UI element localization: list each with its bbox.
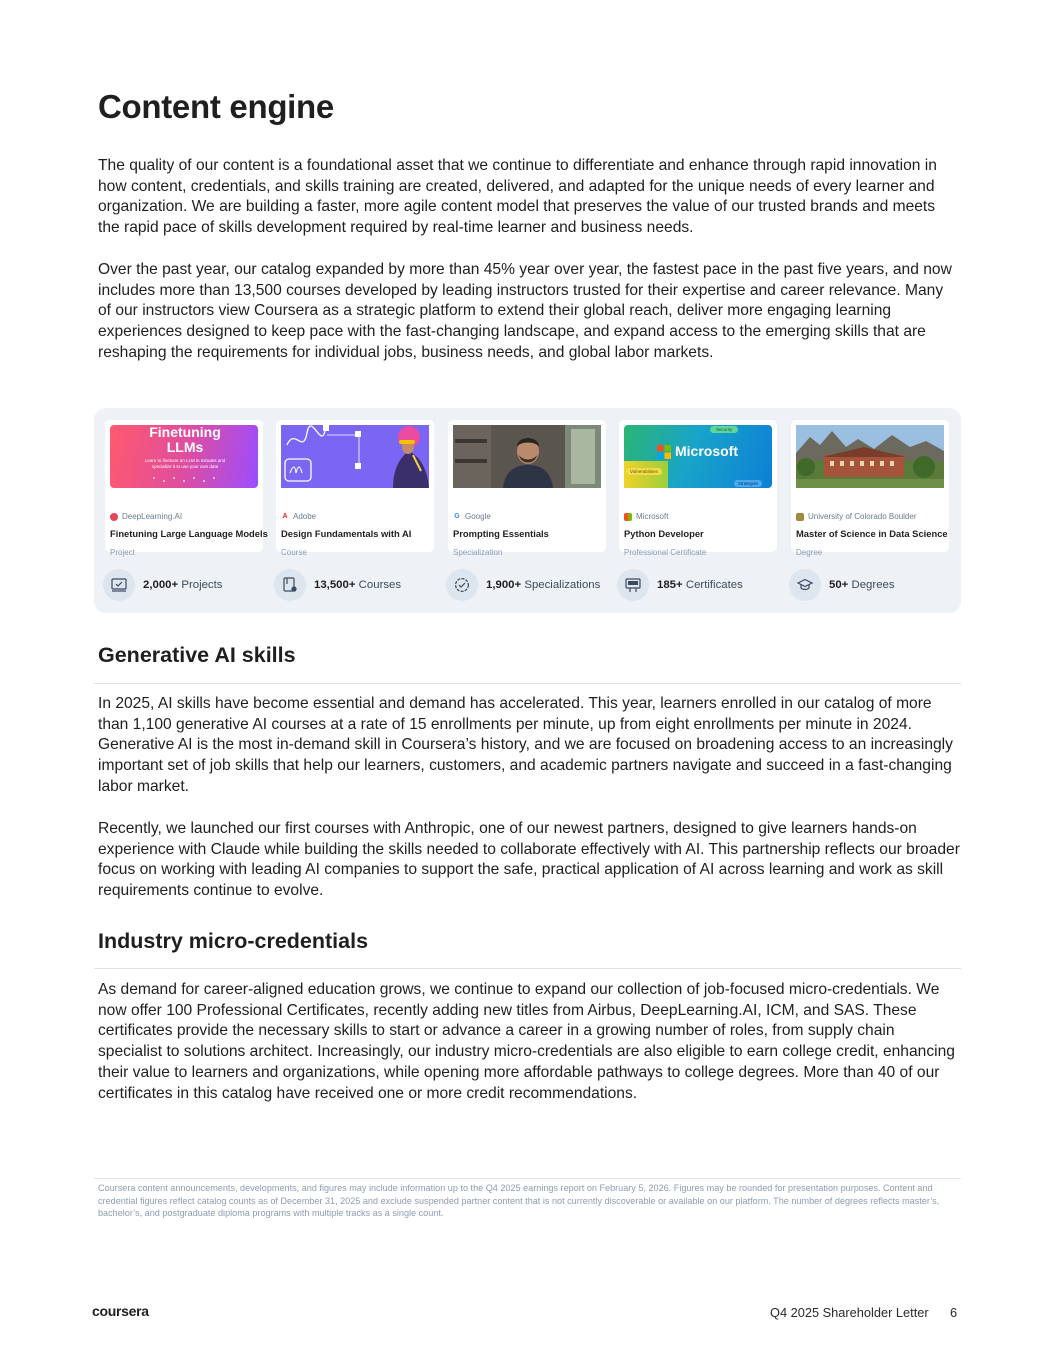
stat-label: Specializations bbox=[524, 579, 601, 591]
stat-certificates bbox=[617, 568, 743, 602]
intro-paragraph-1: The quality of our content is a foundational asset that we continue to differentiate and enhance through rapid innovation in how content, credentials, and skills training are created, delivered, and adapted for the unique needs of every learner and organization. We are building a faster, more agile content model that preserves the value of our trusted brands and meets the rapid pace of skills development required by real-time learner and business needs. bbox=[98, 157, 937, 237]
stat-courses bbox=[274, 568, 401, 602]
partner-name: Google bbox=[465, 512, 491, 521]
card-thumbnail bbox=[453, 425, 601, 488]
card-partner bbox=[110, 512, 182, 521]
card-partner bbox=[796, 512, 917, 521]
section-divider bbox=[94, 683, 961, 684]
card-thumbnail bbox=[796, 425, 944, 488]
footnote-divider bbox=[94, 1178, 961, 1179]
section-divider bbox=[94, 968, 961, 969]
course-icon bbox=[274, 569, 306, 601]
campus-photo-icon bbox=[796, 425, 944, 488]
stat-degrees bbox=[789, 568, 895, 602]
partner-name: University of Colorado Boulder bbox=[808, 512, 917, 521]
deeplearning-logo-icon bbox=[110, 513, 118, 521]
card-title: Prompting Essentials bbox=[453, 528, 549, 539]
thumb-subtitle: Learn to finetune an LLM in minutes and specialize it to use your own data bbox=[144, 458, 226, 469]
card-partner bbox=[281, 512, 316, 521]
page-number: 6 bbox=[950, 1305, 958, 1320]
card-title: Design Fundamentals with AI bbox=[281, 528, 412, 539]
catalog-showcase bbox=[94, 408, 961, 613]
specialization-icon bbox=[446, 569, 478, 601]
card-thumbnail bbox=[110, 425, 258, 488]
certificate-icon bbox=[617, 569, 649, 601]
project-icon bbox=[103, 569, 135, 601]
card-thumbnail bbox=[281, 425, 429, 488]
card-title: Python Developer bbox=[624, 528, 704, 539]
partner-name: DeepLearning.AI bbox=[122, 512, 183, 521]
card-type: Project bbox=[110, 548, 135, 557]
degree-icon bbox=[789, 569, 821, 601]
thumb-badge-bottom: Strategies bbox=[734, 480, 762, 487]
design-artwork-icon bbox=[281, 425, 429, 488]
page-title: Content engine bbox=[98, 88, 334, 125]
stat-label: Certificates bbox=[685, 579, 743, 591]
stat-projects bbox=[103, 568, 223, 602]
thumb-title: Finetuning LLMs bbox=[149, 424, 221, 455]
card-type: Degree bbox=[796, 548, 823, 557]
stat-value: 2,000+ bbox=[143, 579, 179, 591]
intro-paragraph-2: Over the past year, our catalog expanded by more than 45% year over year, the fastest pace in the past five years, and now includes more than 13,500 courses developed by leading instructors trusted for their expertise and career relevance. Many of our instructors view Coursera as a strategic platform to extend their global reach, deliver more engaging learning experiences designed to keep pace with the fast-changing landscape, and expand access to the emerging skills that are reshaping the requirements for individual jobs, business needs, and global labor markets. bbox=[98, 261, 952, 361]
stat-value: 185+ bbox=[657, 579, 683, 591]
dots-decoration-icon bbox=[150, 475, 220, 485]
card-partner bbox=[624, 512, 668, 521]
catalog-card-prompting[interactable] bbox=[448, 420, 606, 557]
coursera-logo: coursera bbox=[92, 1303, 149, 1319]
partner-name: Adobe bbox=[293, 512, 317, 521]
catalog-card-finetuning[interactable] bbox=[105, 420, 268, 557]
card-title: Finetuning Large Language Models bbox=[110, 528, 268, 539]
stat-label: Projects bbox=[181, 579, 223, 591]
adobe-logo-icon: A bbox=[282, 512, 288, 520]
catalog-card-design[interactable] bbox=[276, 420, 434, 557]
thumb-badge-top: Security bbox=[710, 426, 738, 433]
card-type: Professional Certificate bbox=[624, 548, 707, 557]
footer-letter-title: Q4 2025 Shareholder Letter bbox=[770, 1305, 929, 1320]
generative-ai-paragraph-1: In 2025, AI skills have become essential and demand has accelerated. This year, learners enrolled in our catalog of more than 1,100 generative AI courses at a rate of 15 enrollments per minute, up from eight enrollments per minute in 2024. Generative AI is the most in-demand skill in Coursera’s history, and we are focused on broadening access to an increasingly important set of job skills that help our learners, customers, and academic partners navigate and succeed in a fast-changing labor market. bbox=[98, 695, 953, 795]
stat-specializations bbox=[446, 568, 600, 602]
stat-value: 13,500+ bbox=[314, 579, 356, 591]
thumb-badge-left: Vulnerabilities bbox=[626, 468, 662, 475]
catalog-card-data-science[interactable] bbox=[791, 420, 949, 557]
section-heading-generative-ai: Generative AI skills bbox=[98, 643, 296, 667]
google-logo-icon: G bbox=[454, 512, 460, 520]
card-type: Course bbox=[281, 548, 307, 557]
thumb-title: Microsoft bbox=[675, 443, 738, 459]
catalog-card-python[interactable] bbox=[619, 420, 777, 557]
stat-label: Degrees bbox=[851, 579, 895, 591]
partner-name: Microsoft bbox=[636, 512, 669, 521]
instructor-photo-icon bbox=[453, 425, 601, 488]
micro-credentials-paragraph: As demand for career-aligned education grows, we continue to expand our collection of job-focused micro-credentials. We now offer 100 Professional Certificates, recently adding new titles from Airbus, DeepLearning.AI, ICM, and SAS. These certificates provide the necessary skills to start or advance a career in a growing number of roles, from supply chain specialist to solutions architect. Increasingly, our industry micro-credentials are also eligible to earn college credit, enhancing their value to learners and organizations, while opening more affordable pathways to college degrees. More than 40 of our certificates in this catalog have received one or more credit recommendations. bbox=[98, 981, 955, 1102]
card-partner bbox=[453, 512, 491, 521]
microsoft-squares-icon bbox=[657, 445, 671, 459]
stat-label: Courses bbox=[358, 579, 402, 591]
generative-ai-paragraph-2: Recently, we launched our first courses with Anthropic, one of our newest partners, designed to give learners hands-on experience with Claude while building the skills needed to collaborate effectively with AI. This partnership reflects our broader focus on working with leading AI companies to support the safe, practical application of AI across learning and work as skill requirements continue to evolve. bbox=[98, 820, 960, 900]
card-title: Master of Science in Data Science bbox=[796, 528, 948, 539]
microsoft-logo-icon bbox=[624, 513, 632, 521]
footnote: Coursera content announcements, developments, and figures may include information up to the Q4 2025 earnings report on February 5, 2026. Figures may be rounded for presentation purposes. Content and credential figures reflect catalog counts as of December 31, 2025 and exclude suspended partner content that is not currently discoverable or available on our platform. The number of degrees reflects master’s, bachelor’s, and postgraduate diploma programs with multiple tracks as a single count. bbox=[98, 1183, 940, 1219]
stat-value: 1,900+ bbox=[486, 579, 522, 591]
card-thumbnail bbox=[624, 425, 772, 488]
section-heading-micro-credentials: Industry micro-credentials bbox=[98, 929, 369, 953]
stat-value: 50+ bbox=[829, 579, 849, 591]
cu-boulder-logo-icon bbox=[796, 513, 804, 521]
card-type: Specialization bbox=[453, 548, 503, 557]
